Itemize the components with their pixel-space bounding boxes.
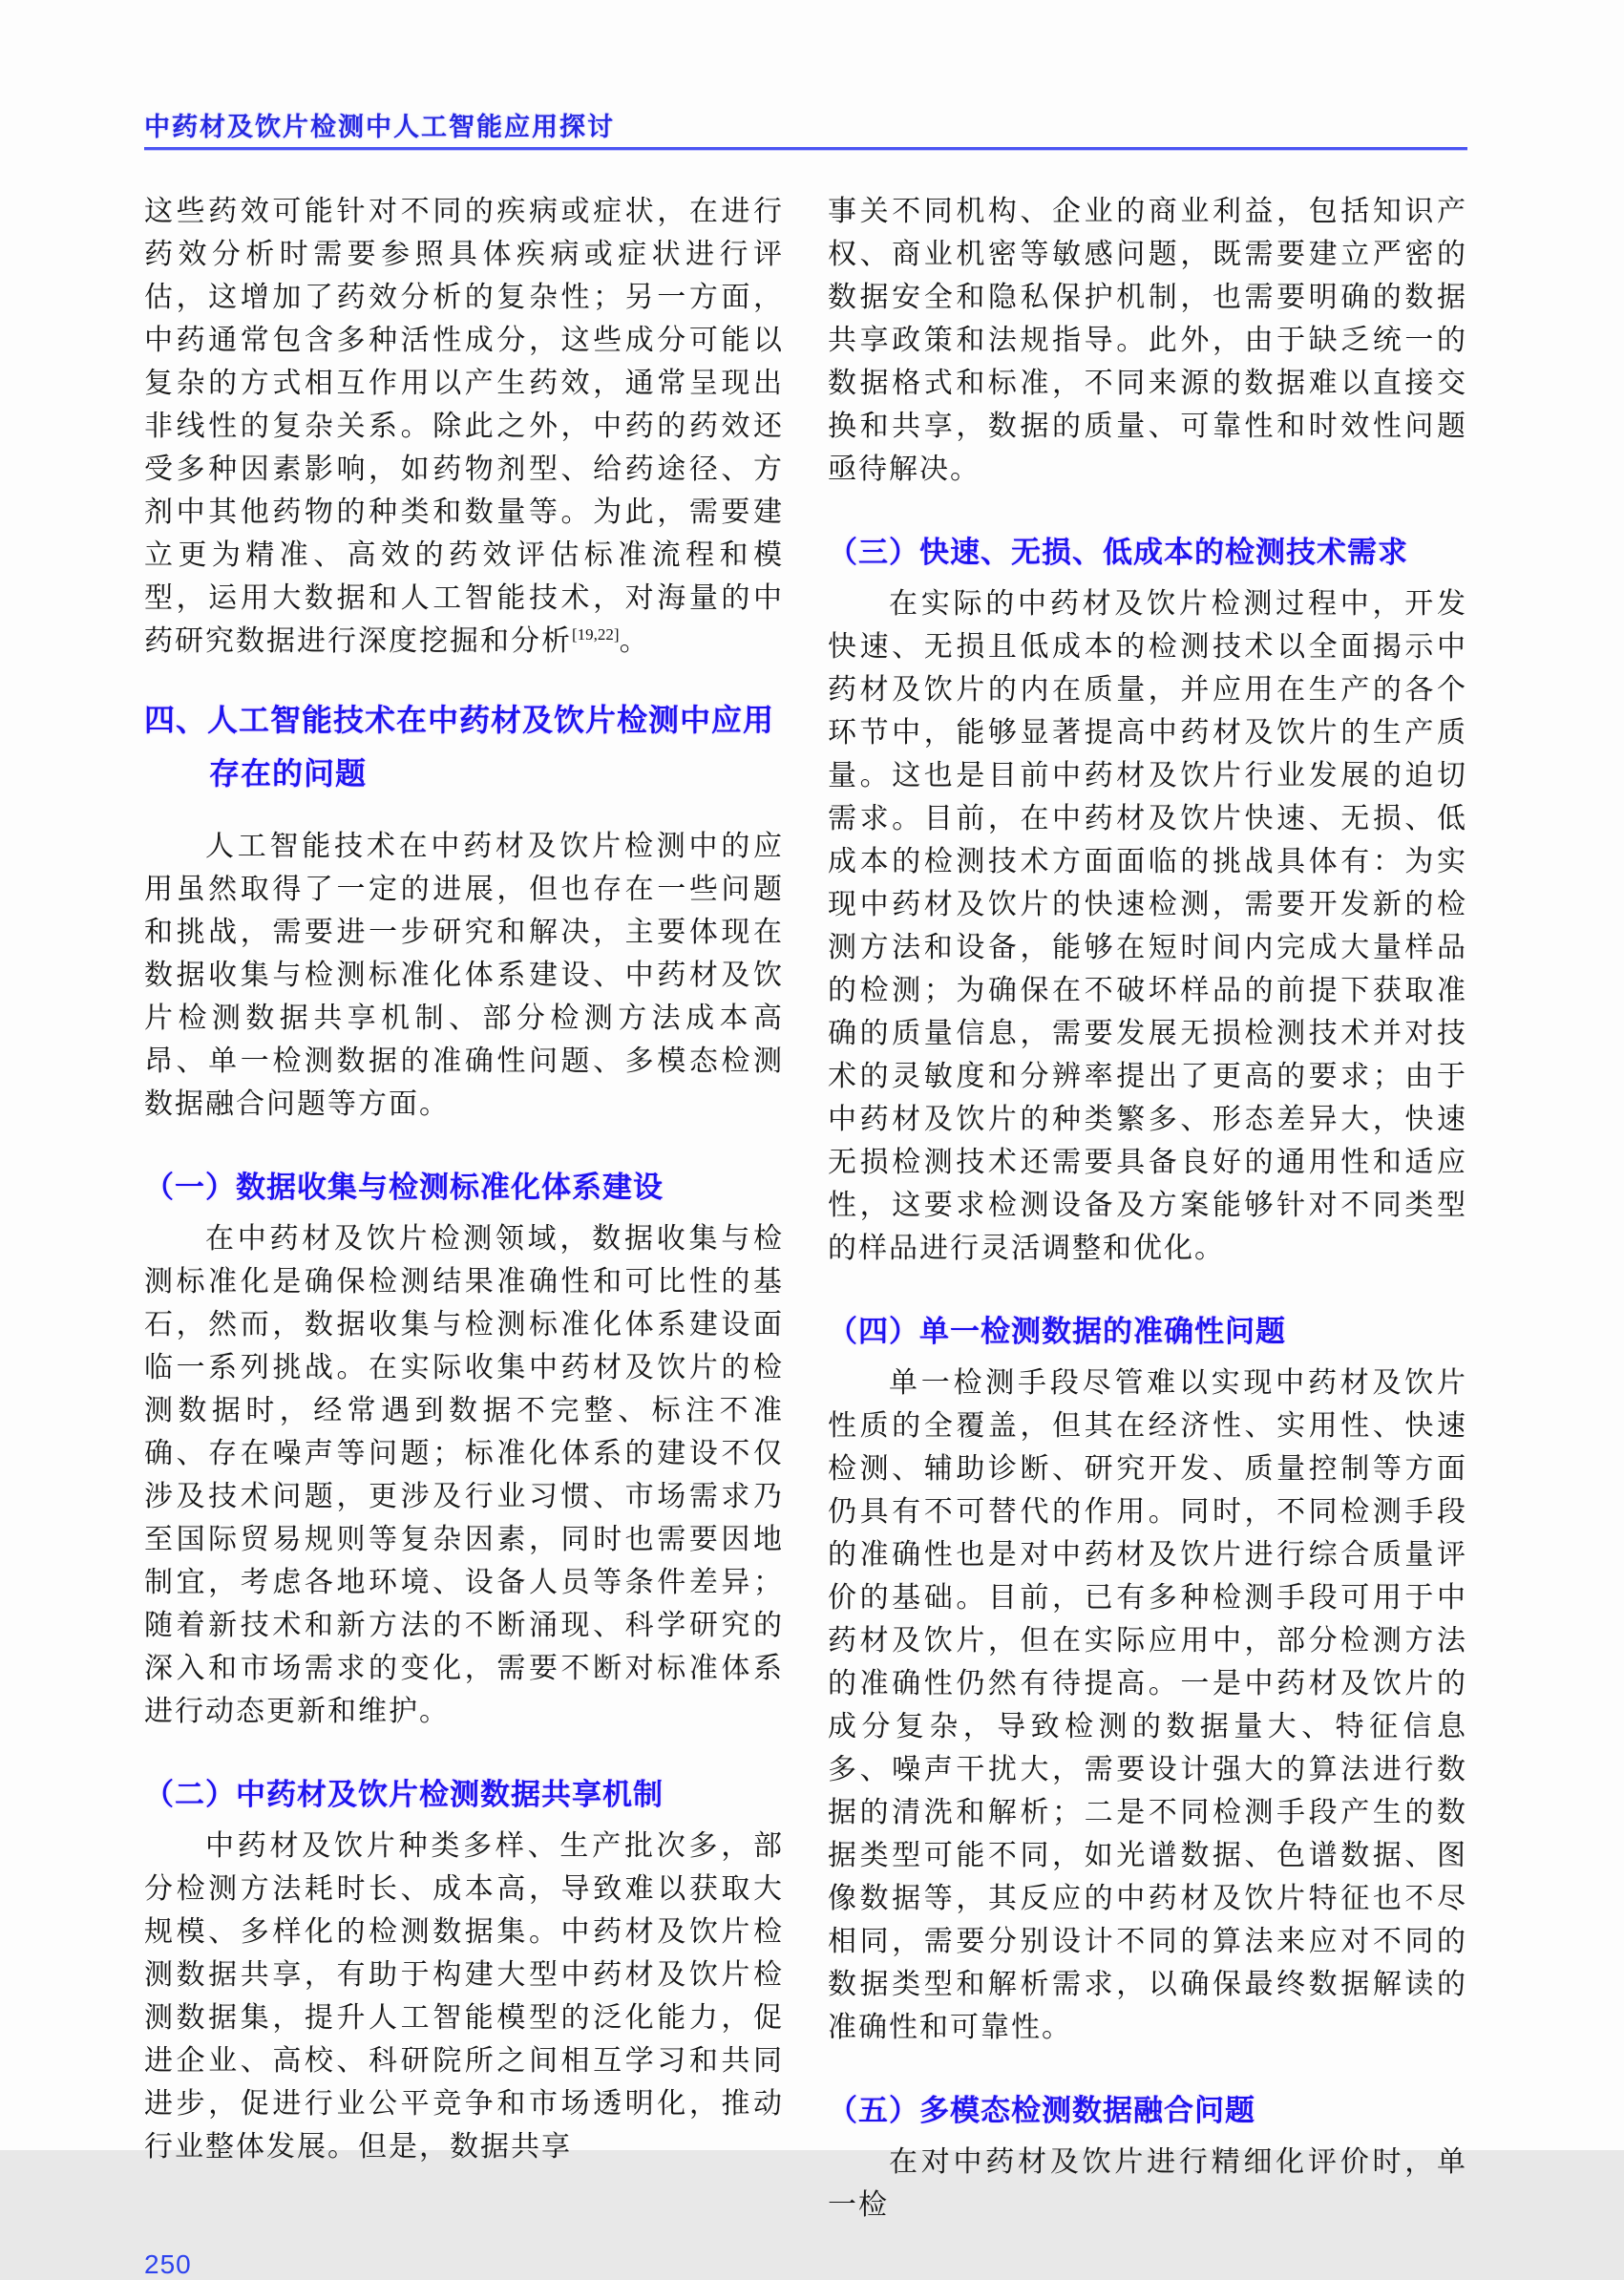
page-footer xyxy=(0,2249,1624,2280)
running-header-title: 中药材及饮片检测中人工智能应用探讨 xyxy=(144,113,1467,150)
paragraph: 单一检测手段尽管难以实现中药材及饮片性质的全覆盖，但其在经济性、实用性、快速检测、辅助诊断、研究开发、质量控制等方面仍具有不可替代的作用。同时，不同检测手段的准确性也是对中药材及饮片进行综合质量评价的基础。目前，已有多种检测手段可用于中药材及饮片，但在实际应用中，部分检测方法的准确性仍然有待提高。一是中药材及饮片的成分复杂，导致检测的数据量大、特征信息多、噪声干扰大，需要设计强大的算法进行数据的清洗和解析；二是不同检测手段产生的数据类型可能不同，如光谱数据、色谱数据、图像数据等，其反应的中药材及饮片特征也不尽相同，需要分别设计不同的算法来应对不同的数据类型和解析需求，以确保最终数据解读的准确性和可靠性。 xyxy=(828,1367,1467,2043)
right-column xyxy=(828,190,1467,2227)
subsection-heading-5: （五）多模态检测数据融合问题 xyxy=(828,2094,1255,2127)
subsection-heading-1: （一）数据收集与检测标准化体系建设 xyxy=(144,1171,664,1204)
two-column-body xyxy=(144,190,1467,2227)
paragraph-continuation xyxy=(144,190,784,663)
citation-ref: [19,22] xyxy=(572,625,620,644)
page-header xyxy=(144,113,1467,150)
paragraph: 中药材及饮片种类多样、生产批次多，部分检测方法耗时长、成本高，导致难以获取大规模、多样化的检测数据集。中药材及饮片检测数据共享，有助于构建大型中药材及饮片检测数据集，提升人工智能模型的泛化能力，促进企业、高校、科研院所之间相互学习和共同进步，促进行业公平竞争和市场透明化，推动行业整体发展。但是，数据共享 xyxy=(144,1830,784,2163)
left-column xyxy=(144,190,784,2227)
section-heading-4: 四、人工智能技术在中药材及饮片检测中应用存在的问题 xyxy=(144,703,775,791)
subsection-heading-4: （四）单一检测数据的准确性问题 xyxy=(828,1315,1286,1348)
page-number: 250 xyxy=(144,2249,192,2279)
paragraph: 人工智能技术在中药材及饮片检测中的应用虽然取得了一定的进展，但也存在一些问题和挑战，需要进一步研究和解决，主要体现在数据收集与检测标准化体系建设、中药材及饮片检测数据共享机制、部分检测方法成本高昂、单一检测数据的准确性问题、多模态检测数据融合问题等方面。 xyxy=(144,831,784,1120)
paragraph-text: 这些药效可能针对不同的疾病或症状，在进行药效分析时需要参照具体疾病或症状进行评估，这增加了药效分析的复杂性；另一方面，中药通常包含多种活性成分，这些成分可能以复杂的方式相互作用以产生药效，通常呈现出非线性的复杂关系。除此之外，中药的药效还受多种因素影响，如药物剂型、给药途径、方剂中其他药物的种类和数量等。为此，需要建立更为精准、高效的药效评估标准流程和模型，运用大数据和人工智能技术，对海量的中药研究数据进行深度挖掘和分析 xyxy=(144,196,784,657)
paragraph: 在中药材及饮片检测领域，数据收集与检测标准化是确保检测结果准确性和可比性的基石，然而，数据收集与检测标准化体系建设面临一系列挑战。在实际收集中药材及饮片的检测数据时，经常遇到数据不完整、标注不准确、存在噪声等问题；标准化体系的建设不仅涉及技术问题，更涉及行业习惯、市场需求乃至国际贸易规则等复杂因素，同时也需要因地制宜，考虑各地环境、设备人员等条件差异；随着新技术和新方法的不断涌现、科学研究的深入和市场需求的变化，需要不断对标准体系进行动态更新和维护。 xyxy=(144,1223,784,1727)
paragraph: 在对中药材及饮片进行精细化评价时，单一检 xyxy=(828,2146,1467,2221)
subsection-heading-3: （三）快速、无损、低成本的检测技术需求 xyxy=(828,536,1408,569)
subsection-heading-2: （二）中药材及饮片检测数据共享机制 xyxy=(144,1778,664,1811)
paragraph-continuation: 事关不同机构、企业的商业利益，包括知识产权、商业机密等敏感问题，既需要建立严密的数据安全和隐私保护机制，也需要明确的数据共享政策和法规指导。此外，由于缺乏统一的数据格式和标准，不同来源的数据难以直接交换和共享，数据的质量、可靠性和时效性问题亟待解决。 xyxy=(828,196,1467,485)
sentence-period: 。 xyxy=(619,625,650,657)
paragraph: 在实际的中药材及饮片检测过程中，开发快速、无损且低成本的检测技术以全面揭示中药材及饮片的内在质量，并应用在生产的各个环节中，能够显著提高中药材及饮片的生产质量。这也是目前中药材及饮片行业发展的迫切需求。目前，在中药材及饮片快速、无损、低成本的检测技术方面面临的挑战具体有：为实现中药材及饮片的快速检测，需要开发新的检测方法和设备，能够在短时间内完成大量样品的检测；为确保在不破坏样品的前提下获取准确的质量信息，需要发展无损检测技术并对技术的灵敏度和分辨率提出了更高的要求；由于中药材及饮片的种类繁多、形态差异大，快速无损检测技术还需要具备良好的通用性和适应性，这要求检测设备及方案能够针对不同类型的样品进行灵活调整和优化。 xyxy=(828,588,1467,1264)
